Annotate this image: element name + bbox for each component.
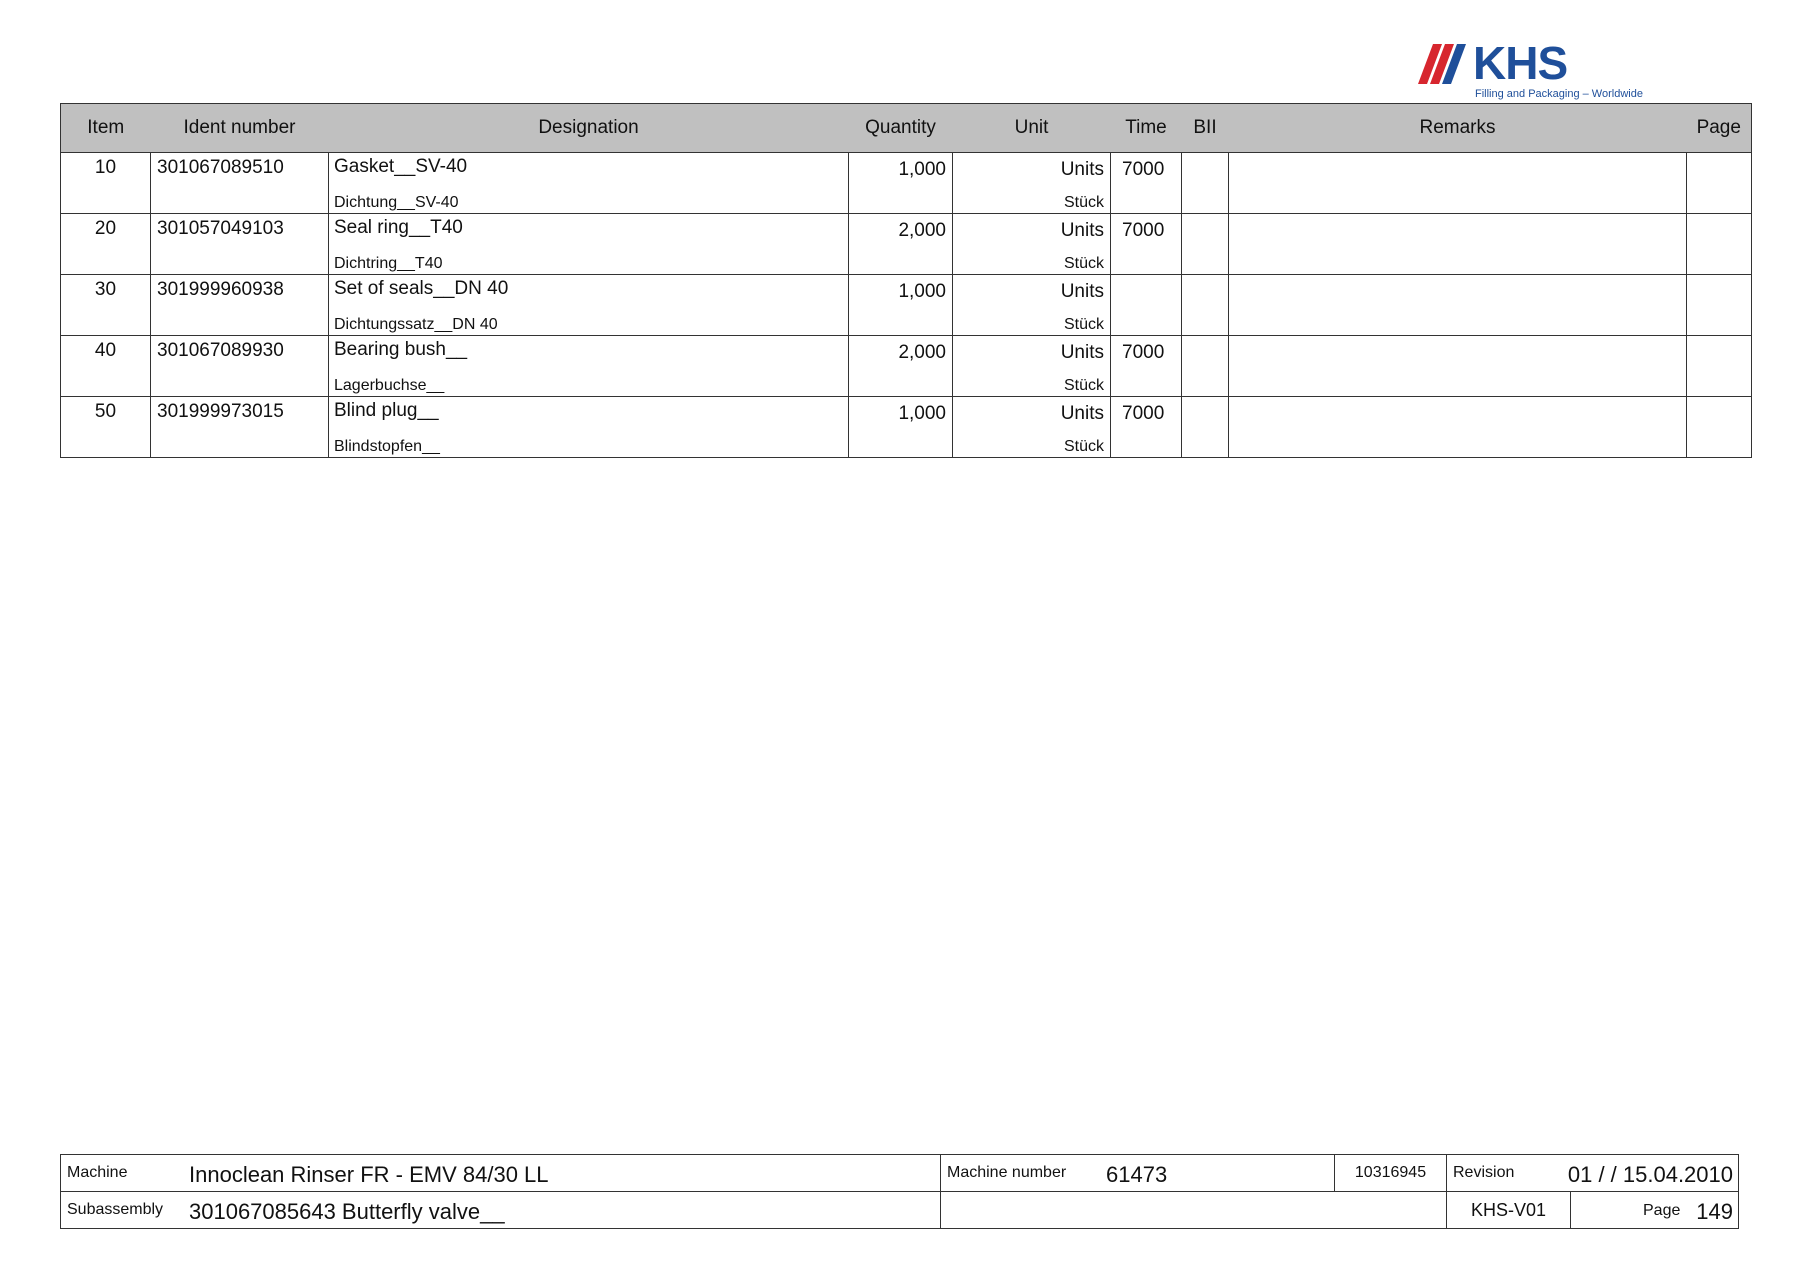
doc-code: KHS-V01 (1447, 1192, 1571, 1229)
unit-en: Units (1060, 220, 1104, 241)
empty-cell (941, 1192, 1447, 1229)
quantity-value: 1,000 (898, 159, 946, 180)
designation-de: Lagerbuchse__ (334, 377, 445, 394)
unit-en: Units (1060, 342, 1104, 363)
header-time: Time (1111, 104, 1182, 153)
cell-item: 10 (61, 153, 151, 214)
cell-ident: 301057049103 (151, 214, 329, 275)
page-label: Page (1643, 1202, 1681, 1219)
cell-page (1687, 153, 1752, 214)
title-block (60, 1154, 1739, 1229)
cell-remarks (1229, 275, 1687, 336)
cell-page (1687, 214, 1752, 275)
table-row (61, 214, 1752, 275)
cell-quantity (849, 336, 953, 397)
machine-cell (61, 1155, 941, 1192)
cell-unit (953, 153, 1111, 214)
cell-ident: 301067089510 (151, 153, 329, 214)
cell-time (1111, 153, 1182, 214)
cell-page (1687, 336, 1752, 397)
designation-de: Dichtung__SV-40 (334, 194, 459, 211)
designation-en: Gasket__SV-40 (334, 156, 468, 177)
header-designation: Designation (329, 104, 849, 153)
title-block-row-machine (61, 1155, 1739, 1192)
order-number: 10316945 (1335, 1155, 1447, 1192)
subassembly-value: 301067085643 Butterfly valve__ (189, 1199, 505, 1224)
header-ident-number: Ident number (151, 104, 329, 153)
header-item: Item (61, 104, 151, 153)
designation-de: Dichtring__T40 (334, 255, 443, 272)
cell-unit (953, 214, 1111, 275)
machine-label: Machine (67, 1164, 128, 1181)
title-block-row-subassembly (61, 1192, 1739, 1229)
cell-bii (1182, 275, 1229, 336)
cell-bii (1182, 153, 1229, 214)
page-number: 149 (1696, 1199, 1733, 1224)
header-unit: Unit (953, 104, 1111, 153)
designation-de: Dichtungssatz__DN 40 (334, 316, 498, 333)
cell-unit (953, 275, 1111, 336)
cell-ident: 301067089930 (151, 336, 329, 397)
quantity-value: 1,000 (898, 281, 946, 302)
subassembly-label: Subassembly (67, 1201, 164, 1218)
subassembly-cell (61, 1192, 941, 1229)
time-value: 7000 (1122, 159, 1165, 180)
cell-page (1687, 397, 1752, 458)
unit-de: Stück (1063, 316, 1104, 333)
cell-page (1687, 275, 1752, 336)
designation-en: Seal ring__T40 (334, 217, 463, 238)
quantity-value: 2,000 (898, 220, 946, 241)
cell-time (1111, 397, 1182, 458)
cell-quantity (849, 153, 953, 214)
cell-designation (329, 214, 849, 275)
time-value: 7000 (1122, 403, 1165, 424)
table-row (61, 153, 1752, 214)
unit-en: Units (1060, 159, 1104, 180)
time-value: 7000 (1122, 342, 1165, 363)
quantity-value: 2,000 (898, 342, 946, 363)
header-quantity: Quantity (849, 104, 953, 153)
cell-remarks (1229, 336, 1687, 397)
machine-number-label: Machine number (947, 1164, 1067, 1181)
unit-de: Stück (1063, 377, 1104, 394)
table-row (61, 336, 1752, 397)
unit-de: Stück (1063, 255, 1104, 272)
cell-ident: 301999973015 (151, 397, 329, 458)
cell-bii (1182, 214, 1229, 275)
unit-en: Units (1060, 403, 1104, 424)
revision-label: Revision (1453, 1164, 1515, 1181)
logo-tagline: Filling and Packaging – Worldwide (1475, 88, 1643, 100)
designation-de: Blindstopfen__ (334, 438, 440, 455)
cell-time (1111, 275, 1182, 336)
cell-remarks (1229, 214, 1687, 275)
header-bii: BII (1182, 104, 1229, 153)
time-value: 7000 (1122, 220, 1165, 241)
cell-designation (329, 275, 849, 336)
machine-number-value: 61473 (1106, 1162, 1168, 1187)
cell-designation (329, 397, 849, 458)
cell-quantity (849, 397, 953, 458)
parts-table (60, 103, 1752, 458)
page-cell (1571, 1192, 1739, 1229)
cell-bii (1182, 397, 1229, 458)
header-remarks: Remarks (1229, 104, 1687, 153)
khs-logo (1418, 37, 1643, 104)
table-row (61, 397, 1752, 458)
designation-en: Set of seals__DN 40 (334, 278, 509, 299)
cell-item: 50 (61, 397, 151, 458)
unit-en: Units (1060, 281, 1104, 302)
cell-time (1111, 336, 1182, 397)
cell-remarks (1229, 153, 1687, 214)
machine-value: Innoclean Rinser FR - EMV 84/30 LL (189, 1162, 549, 1187)
cell-designation (329, 153, 849, 214)
khs-logo-stripes-icon (1418, 40, 1474, 88)
cell-quantity (849, 214, 953, 275)
machine-number-cell (941, 1155, 1335, 1192)
quantity-value: 1,000 (898, 403, 946, 424)
cell-item: 30 (61, 275, 151, 336)
cell-bii (1182, 336, 1229, 397)
cell-time (1111, 214, 1182, 275)
unit-de: Stück (1063, 194, 1104, 211)
cell-designation (329, 336, 849, 397)
unit-de: Stück (1063, 438, 1104, 455)
cell-remarks (1229, 397, 1687, 458)
designation-en: Blind plug__ (334, 400, 439, 421)
cell-unit (953, 336, 1111, 397)
header-page: Page (1687, 104, 1752, 153)
designation-en: Bearing bush__ (334, 339, 468, 360)
cell-ident: 301999960938 (151, 275, 329, 336)
revision-value: 01 / / 15.04.2010 (1567, 1162, 1733, 1187)
revision-cell (1447, 1155, 1739, 1192)
cell-item: 40 (61, 336, 151, 397)
logo-text: KHS (1473, 37, 1568, 89)
table-row (61, 275, 1752, 336)
cell-unit (953, 397, 1111, 458)
table-header-row (61, 104, 1752, 153)
cell-quantity (849, 275, 953, 336)
cell-item: 20 (61, 214, 151, 275)
